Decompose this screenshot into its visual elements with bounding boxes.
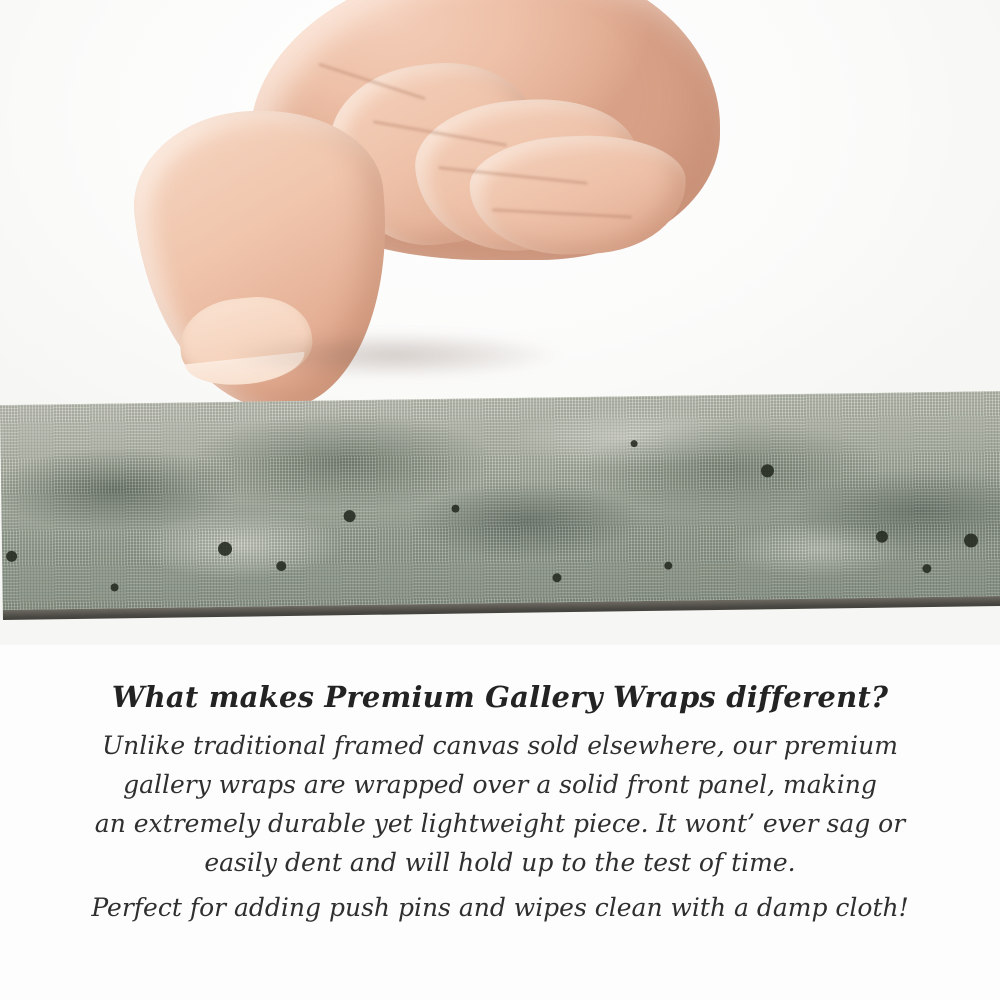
canvas-speck [761, 464, 774, 477]
caption-block [0, 680, 1000, 927]
hand-pressing-canvas [120, 0, 720, 440]
canvas-speck [6, 551, 17, 562]
canvas-weave-texture [0, 391, 1000, 610]
canvas-speck [922, 564, 931, 573]
caption-line-2: gallery wraps are wrapped over a solid front panel, making [123, 770, 877, 799]
gallery-wrap-canvas-edge [0, 391, 1000, 620]
canvas-speck [218, 542, 232, 556]
caption-closing-line: Perfect for adding push pins and wipes clean with a damp cloth! [91, 893, 909, 922]
caption-line-3: an extremely durable yet lightweight piece. It wont’ ever sag or [94, 809, 906, 838]
canvas-printed-surface [0, 391, 1000, 610]
canvas-speck [631, 440, 638, 447]
hand-contact-shadow [230, 332, 560, 378]
caption-line-4: easily dent and will hold up to the test of time. [204, 848, 796, 877]
caption-line-1: Unlike traditional framed canvas sold elsewhere, our premium [102, 731, 898, 760]
canvas-speck [111, 583, 119, 591]
canvas-speck [664, 562, 672, 570]
canvas-speck [451, 505, 459, 513]
caption-heading: What makes Premium Gallery Wraps different? [111, 680, 889, 714]
canvas-speck [344, 510, 356, 522]
canvas-speck [276, 561, 286, 571]
canvas-speck [552, 573, 561, 582]
